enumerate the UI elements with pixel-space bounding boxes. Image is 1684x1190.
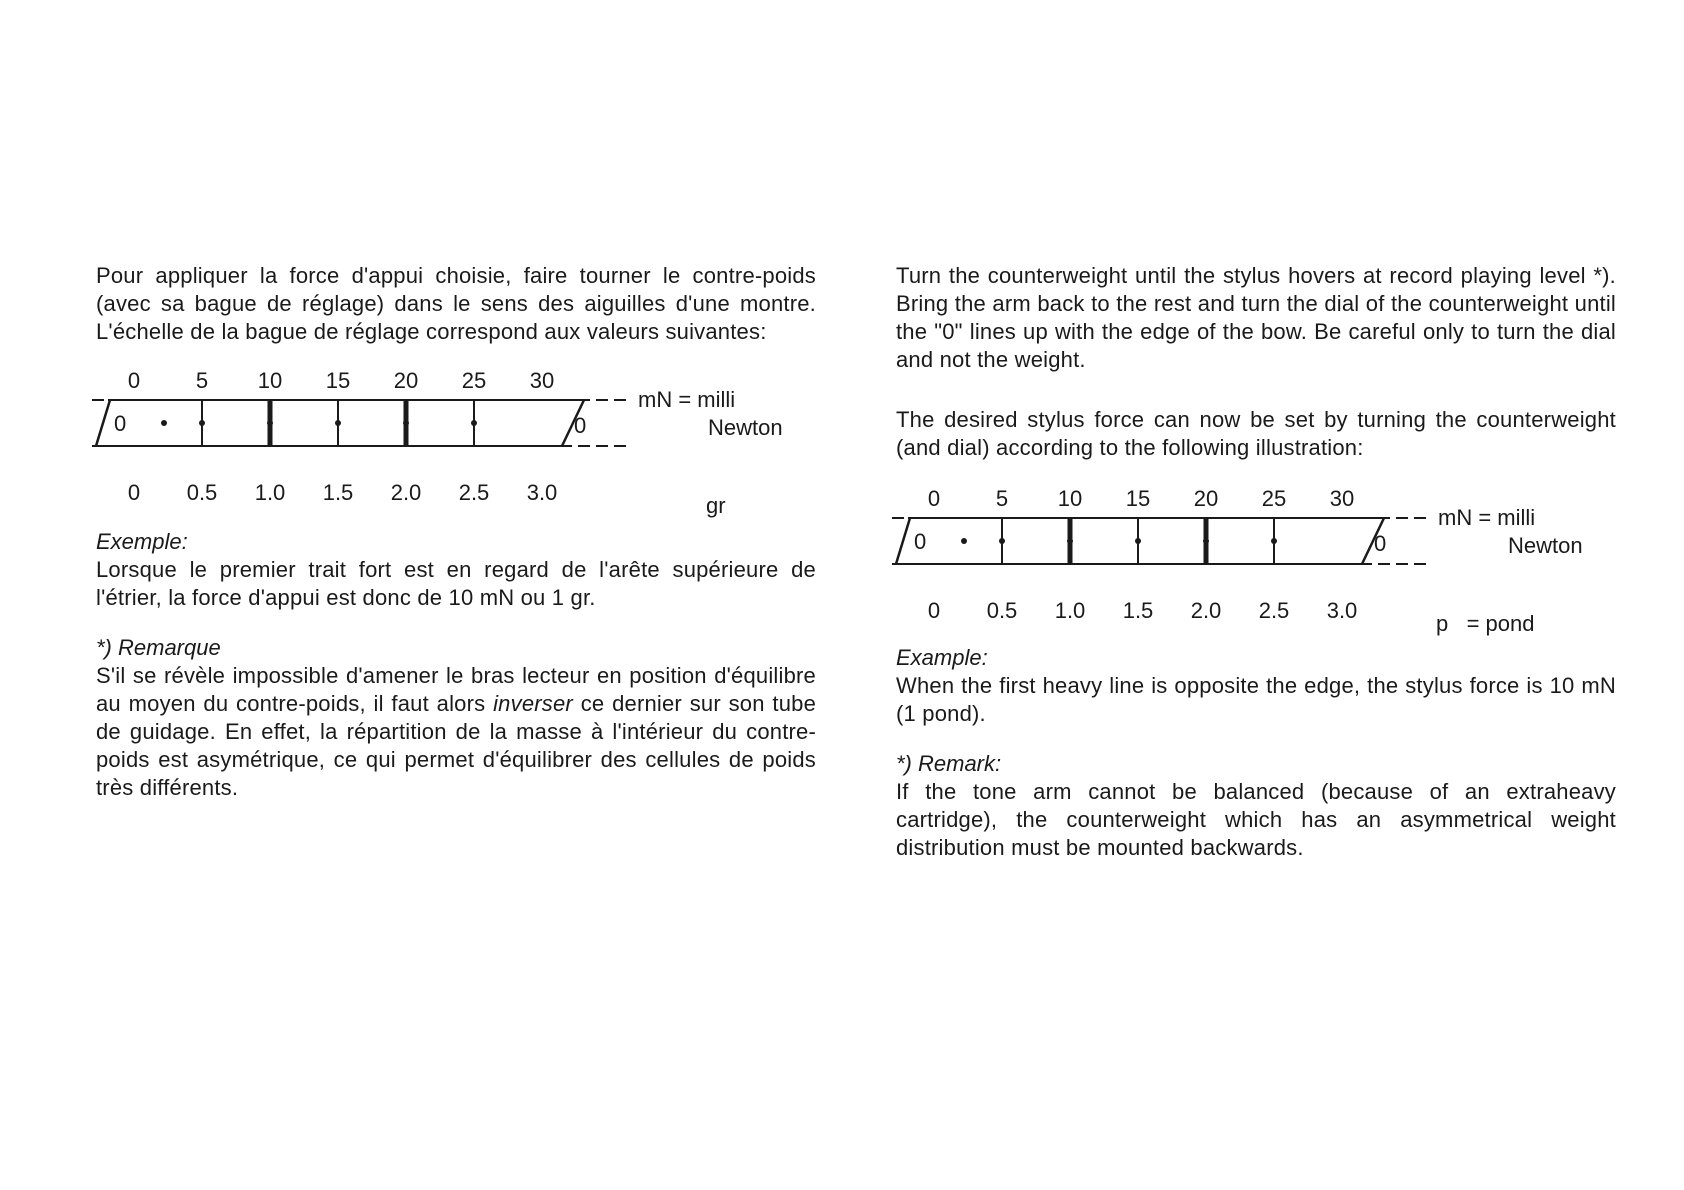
scale-top-label-fr: 25 [461,368,487,393]
scale-dot [1203,538,1209,544]
scale-bottom-label-fr: 2.0 [390,480,422,505]
remark-emphasis-fr: inverser [493,691,573,716]
scale-top-label-fr: 0 [127,368,141,393]
scale-bottom-label-fr: 0.5 [186,480,218,505]
unit-mn-en: mN = milli [1438,505,1536,530]
scale-top-label-fr: 5 [195,368,209,393]
scale-top-label-en: 30 [1329,486,1355,511]
intro-paragraph-en: Turn the counterweight until the stylus hovers at record playing level *). Bring the arm back to the rest and turn the dial of the counterweight until the "0" lines up with the edge of the bow. Be careful only to turn the dial and not the weight. [896,263,1616,372]
scale-dot [335,420,341,426]
scale-top-label-fr: 20 [393,368,419,393]
scale-bottom-label-fr: 2.5 [458,480,490,505]
french-column [96,262,816,802]
scale-bottom-label-en: 0 [927,598,941,623]
scale-dot [1135,538,1141,544]
dial-zero-end: 0 [1374,531,1387,556]
scale-dot [999,538,1005,544]
unit-newton-en: Newton [1508,533,1583,558]
stylus-force-scale-en [896,484,1616,634]
scale-slant-left [896,518,910,564]
scale-bottom-label-fr: 1.0 [254,480,286,505]
scale-top-label-fr: 10 [257,368,283,393]
remark-text-en: If the tone arm cannot be balanced (because of an extraheavy cartridge), the counterweight which has an asymmetrical weight distribution must be mounted backwards. [896,779,1616,860]
english-column [896,262,1616,862]
remark-heading-en: *) Remark: [896,751,1002,776]
scale-top-label-fr: 15 [325,368,351,393]
intro-paragraph-fr: Pour appliquer la force d'appui choisie, faire tourner le contre-poids (avec sa bague de réglage) dans le sens des aiguilles d'une montre. L'échelle de la bague de réglage correspond aux valeurs suivantes: [96,263,816,344]
scale-top-label-en: 25 [1261,486,1287,511]
scale-bottom-label-en: 2.5 [1258,598,1290,623]
scale-dot [1271,538,1277,544]
example-heading-fr: Exemple: [96,529,188,554]
scale-top-label-en: 10 [1057,486,1083,511]
scale-bottom-label-fr: 0 [127,480,141,505]
scale-top-label-en: 0 [927,486,941,511]
unit-newton-fr: Newton [708,415,783,440]
stylus-force-scale-fr [96,366,816,516]
dial-zero-start: 0 [114,411,127,436]
scale-dot [961,538,967,544]
remark-text-fr [96,662,816,802]
scale-dot [471,420,477,426]
scale-bottom-label-en: 3.0 [1326,598,1358,623]
scale-bottom-label-en: 0.5 [986,598,1018,623]
example-text-en: When the first heavy line is opposite the edge, the stylus force is 10 mN (1 pond). [896,673,1616,726]
example-text-fr: Lorsque le premier trait fort est en regard de l'arête supérieure de l'étrier, la force d'appui est donc de 10 mN ou 1 gr. [96,557,816,610]
remark-text-fr-part1: S'il se révèle impossible d'amener le bras lecteur en position d'équilibre au moyen du contre-poids, il faut alors [96,663,816,716]
scale-bottom-label-en: 1.5 [1122,598,1154,623]
scale-bottom-label-fr: 1.5 [322,480,354,505]
unit-pond-en: p = pond [1436,611,1535,636]
remark-text-fr-part2: ce dernier sur son tube de guidage. En effet, la répartition de la masse à l'intérieur du contre-poids est asymétrique, ce qui permet d'équilibrer des cellules de poids très différents. [96,691,817,800]
dial-zero-end: 0 [574,413,587,438]
scale-top-label-en: 20 [1193,486,1219,511]
scale-bottom-label-en: 1.0 [1054,598,1086,623]
scale-bottom-label-fr: 3.0 [526,480,558,505]
unit-gr-fr: gr [706,493,726,518]
unit-mn-fr: mN = milli [638,387,736,412]
remark-heading-fr: *) Remarque [96,635,221,660]
scale-dot [1067,538,1073,544]
scale-dot [199,420,205,426]
scale-dot [161,420,167,426]
scale-dot [267,420,273,426]
scale-top-label-en: 5 [995,486,1009,511]
scale-top-label-fr: 30 [529,368,555,393]
scale-bottom-label-en: 2.0 [1190,598,1222,623]
scale-slant-left [96,400,110,446]
example-heading-en: Example: [896,645,988,670]
scale-dot [403,420,409,426]
dial-zero-start: 0 [914,529,927,554]
scale-top-label-en: 15 [1125,486,1151,511]
intro2-paragraph-en: The desired stylus force can now be set by turning the counterweight (and dial) according to the following illustration: [896,407,1616,460]
